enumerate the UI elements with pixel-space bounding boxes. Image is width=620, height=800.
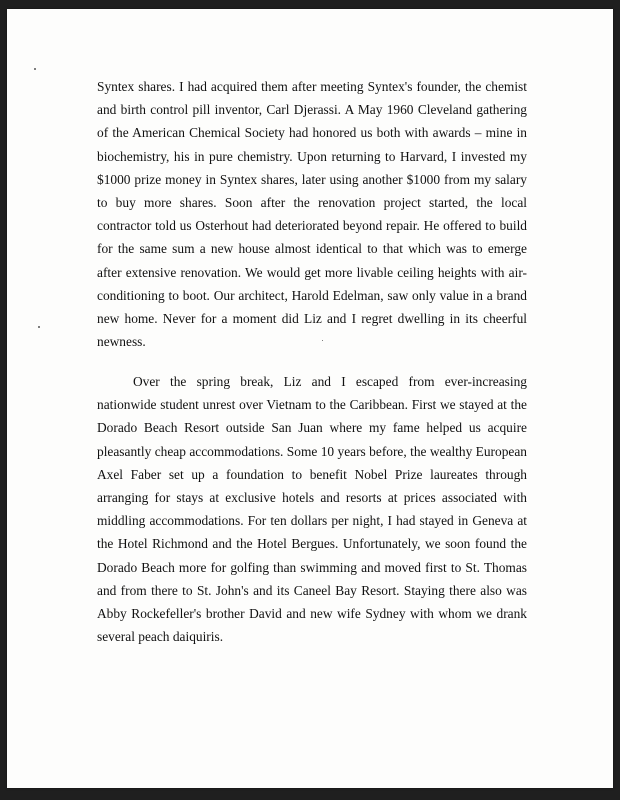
scan-speck bbox=[322, 340, 323, 341]
paragraph-2-text: Over the spring break, Liz and I escaped from ever-increasing nationwide student unrest over Vietnam to the Caribbean. First we stayed at the Dorado Beach Resort outside San Juan where my fame helped us acquire pleasantly cheap accommodations. Some 10 years before, the wealthy European Axel Faber set up a foundation to benefit Nobel Prize laureates through arranging for stays at exclusive hotels and resorts at prices associated with middling accommodations. For ten dollars per night, I had stayed in Geneva at the Hotel Richmond and the Hotel Bergues. Unfortunately, we soon found the Dorado Beach more for golfing than swimming and moved first to St. Thomas and from there to St. John's and its Caneel Bay Resort. Staying there also was Abby Rockefeller's brother David and new wife Sydney with whom we drank several peach daiquiris. bbox=[97, 374, 527, 645]
paragraph-1 bbox=[97, 75, 527, 353]
document-page bbox=[7, 9, 613, 788]
paragraph-2 bbox=[97, 370, 527, 648]
scan-speck bbox=[34, 68, 36, 70]
paragraph-1-text: Syntex shares. I had acquired them after meeting Syntex's founder, the chemist and birth control pill inventor, Carl Djerassi. A May 1960 Cleveland gathering of the American Chemical Society had honored us both with awards – mine in biochemistry, his in pure chemistry. Upon returning to Harvard, I invested my $1000 prize money in Syntex shares, later using another $1000 from my salary to buy more shares. Soon after the renovation project started, the local contractor told us Osterhout had deteriorated beyond repair. He offered to build for the same sum a new house almost identical to that which was to emerge after extensive renovation. We would get more livable ceiling heights with air-conditioning to boot. Our architect, Harold Edelman, saw only value in a brand new home. Never for a moment did Liz and I regret dwelling in its cheerful newness. bbox=[97, 79, 527, 350]
scan-speck bbox=[38, 326, 40, 328]
